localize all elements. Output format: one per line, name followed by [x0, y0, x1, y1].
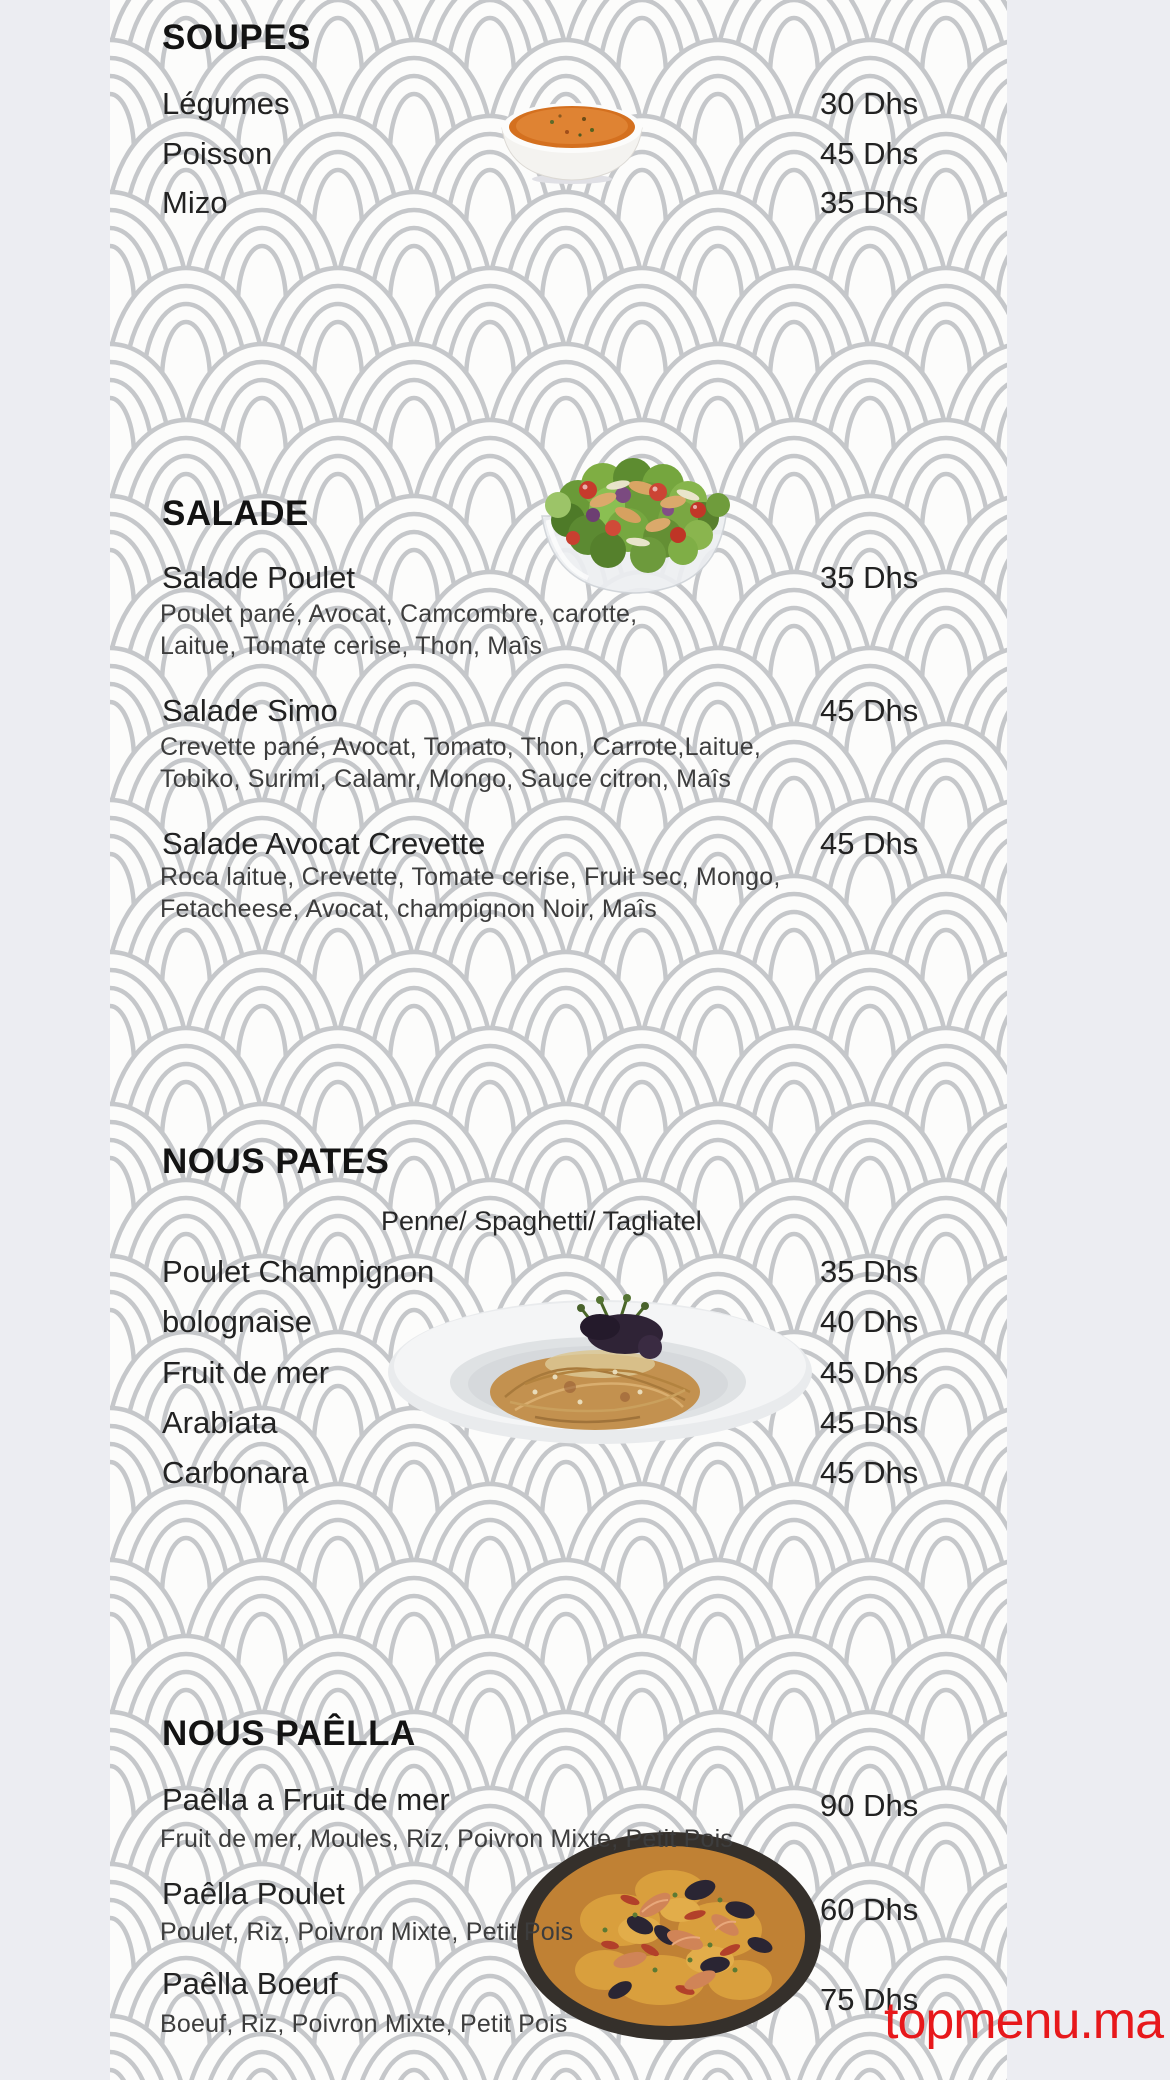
menu-item-price: 45 Dhs: [820, 1455, 919, 1490]
menu-item-price: 90 Dhs: [820, 1788, 919, 1823]
seigaiha-wave-pattern: [110, 0, 1007, 2080]
section-title-pates: NOUS PATES: [162, 1142, 390, 1181]
menu-item-description: Laitue, Tomate cerise, Thon, Maîs: [160, 632, 543, 660]
section-title-paella: NOUS PAÊLLA: [162, 1714, 416, 1753]
salad-bowl-photo: [518, 450, 750, 605]
menu-item-name: Paêlla a Fruit de mer: [162, 1782, 450, 1817]
menu-item-price: 45 Dhs: [820, 1405, 919, 1440]
menu-item-price: 40 Dhs: [820, 1304, 919, 1339]
menu-item-name: Fruit de mer: [162, 1355, 330, 1390]
menu-paper: [110, 0, 1007, 2080]
menu-item-price: 45 Dhs: [820, 136, 919, 171]
menu-item-name: Poisson: [162, 136, 273, 171]
menu-item-description: Roca laitue, Crevette, Tomate cerise, Fruit sec, Mongo,: [160, 863, 781, 891]
menu-item-name: Salade Simo: [162, 693, 338, 728]
topmenu-watermark: topmenu.ma: [884, 1992, 1164, 2050]
menu-item-description: Poulet, Riz, Poivron Mixte, Petit Pois: [160, 1918, 574, 1946]
menu-item-name: Légumes: [162, 86, 290, 121]
menu-item-name: Salade Poulet: [162, 560, 356, 595]
menu-item-description: Crevette pané, Avocat, Tomato, Thon, Carrote,Laitue,: [160, 733, 762, 761]
section-title-salade: SALADE: [162, 494, 309, 533]
menu-item-price: 45 Dhs: [820, 826, 919, 861]
menu-item-description: Boeuf, Riz, Poivron Mixte, Petit Pois: [160, 2010, 568, 2038]
menu-item-price: 30 Dhs: [820, 86, 919, 121]
menu-item-name: Paêlla Poulet: [162, 1876, 345, 1911]
menu-item-price: 45 Dhs: [820, 1355, 919, 1390]
menu-item-description: Fetacheese, Avocat, champignon Noir, Maîs: [160, 895, 657, 923]
menu-item-name: Mizo: [162, 185, 228, 220]
soup-bowl-photo: [492, 86, 652, 186]
menu-item-name: Poulet Champignon: [162, 1254, 435, 1289]
menu-item-description: Tobiko, Surimi, Calamr, Mongo, Sauce citron, Maîs: [160, 765, 732, 793]
menu-item-description: Fruit de mer, Moules, Riz, Poivron Mixte, Petit Pois: [160, 1825, 734, 1853]
menu-item-name: bolognaise: [162, 1304, 312, 1339]
menu-item-name: Carbonara: [162, 1455, 309, 1490]
section-title-soupes: SOUPES: [162, 18, 311, 57]
menu-item-price: 75 Dhs: [820, 1982, 919, 2017]
menu-item-name: Paêlla Boeuf: [162, 1966, 338, 2001]
menu-item-name: Arabiata: [162, 1405, 278, 1440]
menu-item-price: 45 Dhs: [820, 693, 919, 728]
pasta-types-subtitle: Penne/ Spaghetti/ Tagliatel: [381, 1206, 702, 1236]
menu-item-name: Salade Avocat Crevette: [162, 826, 486, 861]
spaghetti-plate-photo: [385, 1292, 815, 1447]
menu-item-price: 35 Dhs: [820, 560, 919, 595]
menu-item-price: 35 Dhs: [820, 1254, 919, 1289]
menu-item-price: 35 Dhs: [820, 185, 919, 220]
menu-item-description: Poulet pané, Avocat, Camcombre, carotte,: [160, 600, 638, 628]
menu-item-price: 60 Dhs: [820, 1892, 919, 1927]
